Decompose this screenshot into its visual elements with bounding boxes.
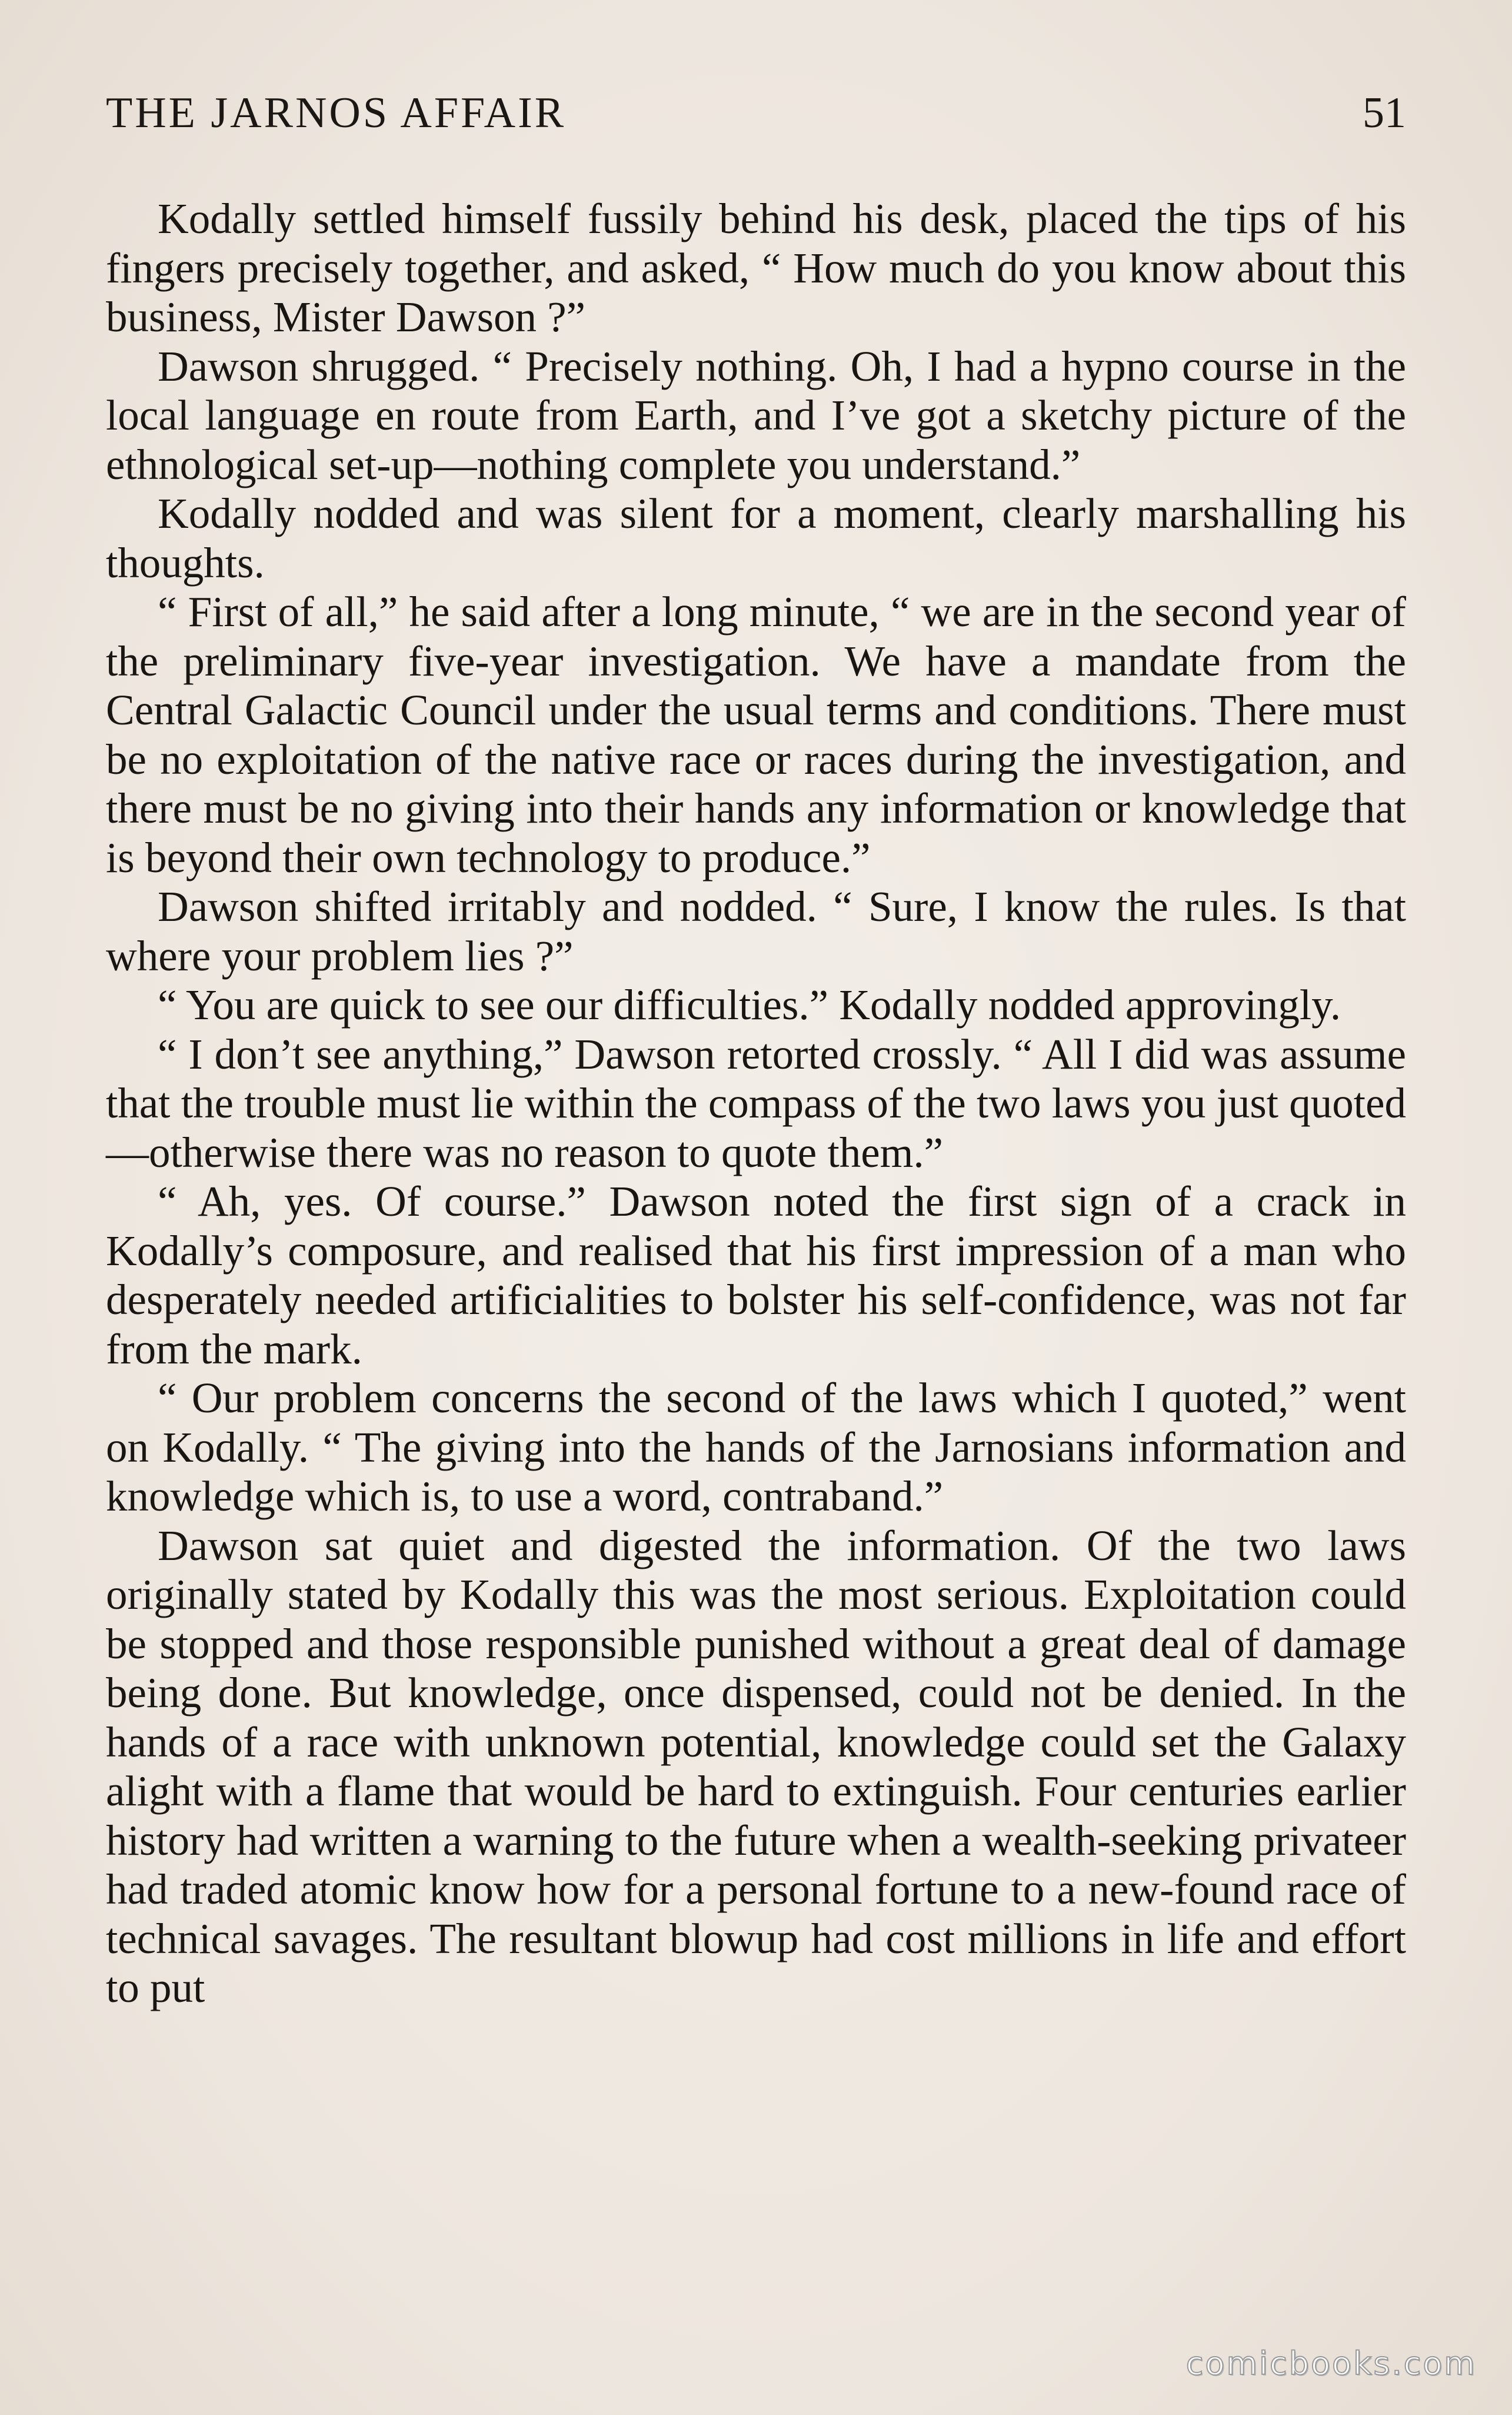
paragraph: Dawson shrugged. “ Precisely nothing. Oh, I had a hypno course in the local language en route from Earth, and I’ve got a sketchy picture of the ethnological set-up—nothing complete you understand.” [106,342,1406,488]
paragraph: Dawson shifted irritably and nodded. “ Sure, I know the rules. Is that where your problem lies ?” [106,883,1406,980]
body-text [106,194,1406,2012]
running-title: THE JARNOS AFFAIR [106,89,567,137]
paragraph: “ Ah, yes. Of course.” Dawson noted the first sign of a crack in Kodally’s composure, and realised that his first impression of a man who desperately needed artificialities to bolster his self-confidence, was not far from the mark. [106,1177,1406,1373]
paragraph: Kodally nodded and was silent for a moment, clearly marshalling his thoughts. [106,490,1406,587]
paragraph: “ You are quick to see our difficulties.” Kodally nodded approvingly. [158,981,1341,1029]
page-number: 51 [1363,89,1406,137]
paragraph: Kodally settled himself fussily behind his desk, placed the tips of his fingers precisely together, and asked, “ How much do you know about this business, Mister Dawson ?” [106,195,1406,341]
page-header [106,88,1406,147]
paragraph: “ Our problem concerns the second of the laws which I quoted,” went on Kodally. “ The giving into the hands of the Jarnosians information and knowledge which is, to use a word, contraband.” [106,1374,1406,1520]
watermark: comicbooks.com [1185,2345,1477,2382]
paragraph: “ First of all,” he said after a long minute, “ we are in the second year of the preliminary five-year investigation. We have a mandate from the Central Galactic Council under the usual terms and conditions. There must be no exploitation of the native race or races during the investigation, and there must be no giving into their hands any information or knowledge that is beyond their own technology to produce.” [106,588,1406,881]
paragraph: “ I don’t see anything,” Dawson retorted crossly. “ All I did was assume that the trouble must lie within the compass of the two laws you just quoted—otherwise there was no reason to quote them.” [106,1030,1406,1176]
paragraph: Dawson sat quiet and digested the information. Of the two laws originally stated by Kodally this was the most serious. Exploitation could be stopped and those responsible punished without a great deal of damage being done. But knowledge, once dispensed, could not be denied. In the hands of a race with unknown potential, knowledge could set the Galaxy alight with a flame that would be hard to extinguish. Four centuries earlier history had written a warning to the future when a wealth-seeking privateer had traded atomic know how for a personal fortune to a new-found race of technical savages. The resultant blowup had cost millions in life and effort to put [106,1521,1406,2011]
